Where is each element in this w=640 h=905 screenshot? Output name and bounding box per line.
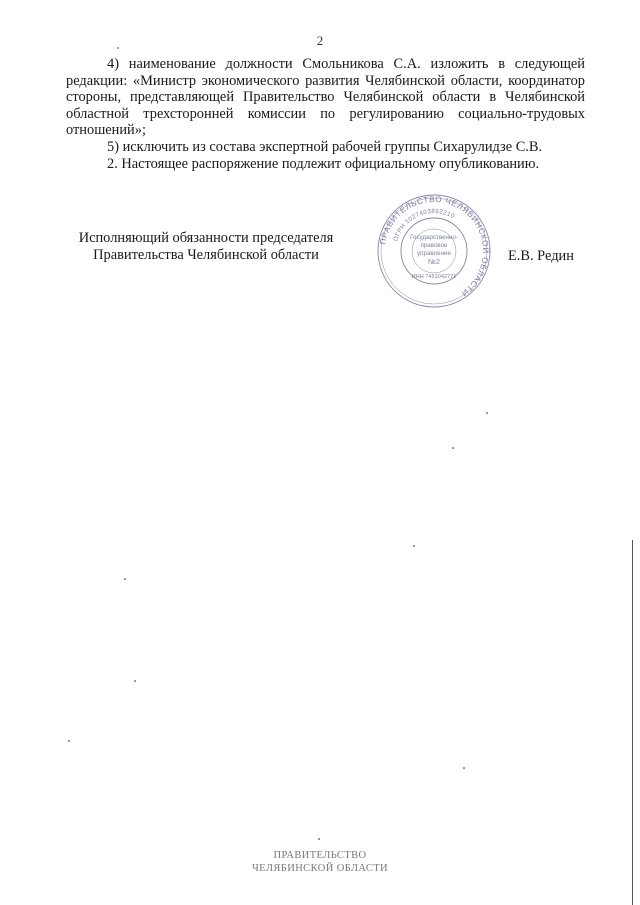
- footer-imprint-line1: ПРАВИТЕЛЬСТВО: [273, 850, 367, 861]
- seal-inn-text: ИНН 7453042771: [411, 274, 457, 280]
- scan-speck: [134, 680, 136, 682]
- page-number: 2: [316, 33, 324, 48]
- signatory-position: [66, 230, 346, 264]
- seal-center-line2: правовое: [420, 242, 448, 249]
- order-text: [66, 56, 585, 172]
- seal-outer-ring-text: ПРАВИТЕЛЬСТВО ЧЕЛЯБИНСКОЙ ОБЛАСТИ: [378, 194, 491, 298]
- signatory-position-line1: Исполняющий обязанности председателя: [78, 230, 334, 246]
- paragraph-item-5: 5) исключить из состава экспертной рабочей группы Сихарулидзе С.В.: [107, 138, 543, 155]
- paragraph-item-4: 4) наименование должности Смольникова С.А. изложить в следующей редакции: «Министр экономического развития Челябинской области, координатор стороны, представляющей Правительство Челябинской области в Челябинской областной трехсторонней комиссии по регулированию социально-трудовых отношений»;: [66, 56, 585, 139]
- scan-speck: [413, 545, 415, 547]
- scan-speck: [124, 578, 126, 580]
- signatory-name: Е.В. Редин: [508, 248, 574, 264]
- scan-speck: [452, 447, 454, 449]
- scan-speck: [486, 412, 488, 414]
- paragraph-point-2: 2. Настоящее распоряжение подлежит официальному опубликованию.: [107, 155, 540, 172]
- seal-inner-ring-text: ОГРН 1027403892210: [392, 207, 456, 243]
- scan-speck: [68, 740, 70, 742]
- signatory-position-line2: Правительства Челябинской области: [93, 247, 319, 263]
- seal-center-number: №2: [427, 257, 441, 266]
- official-seal: [368, 194, 500, 308]
- scan-speck: [463, 767, 465, 769]
- footer-imprint-line2: ЧЕЛЯБИНСКОЙ ОБЛАСТИ: [251, 862, 389, 874]
- seal-center-line1: Государственно-: [410, 234, 458, 241]
- footer-imprint: [0, 850, 640, 875]
- seal-center-line3: управление: [417, 250, 451, 257]
- scan-speck: [318, 838, 320, 840]
- scan-speck: [117, 47, 119, 49]
